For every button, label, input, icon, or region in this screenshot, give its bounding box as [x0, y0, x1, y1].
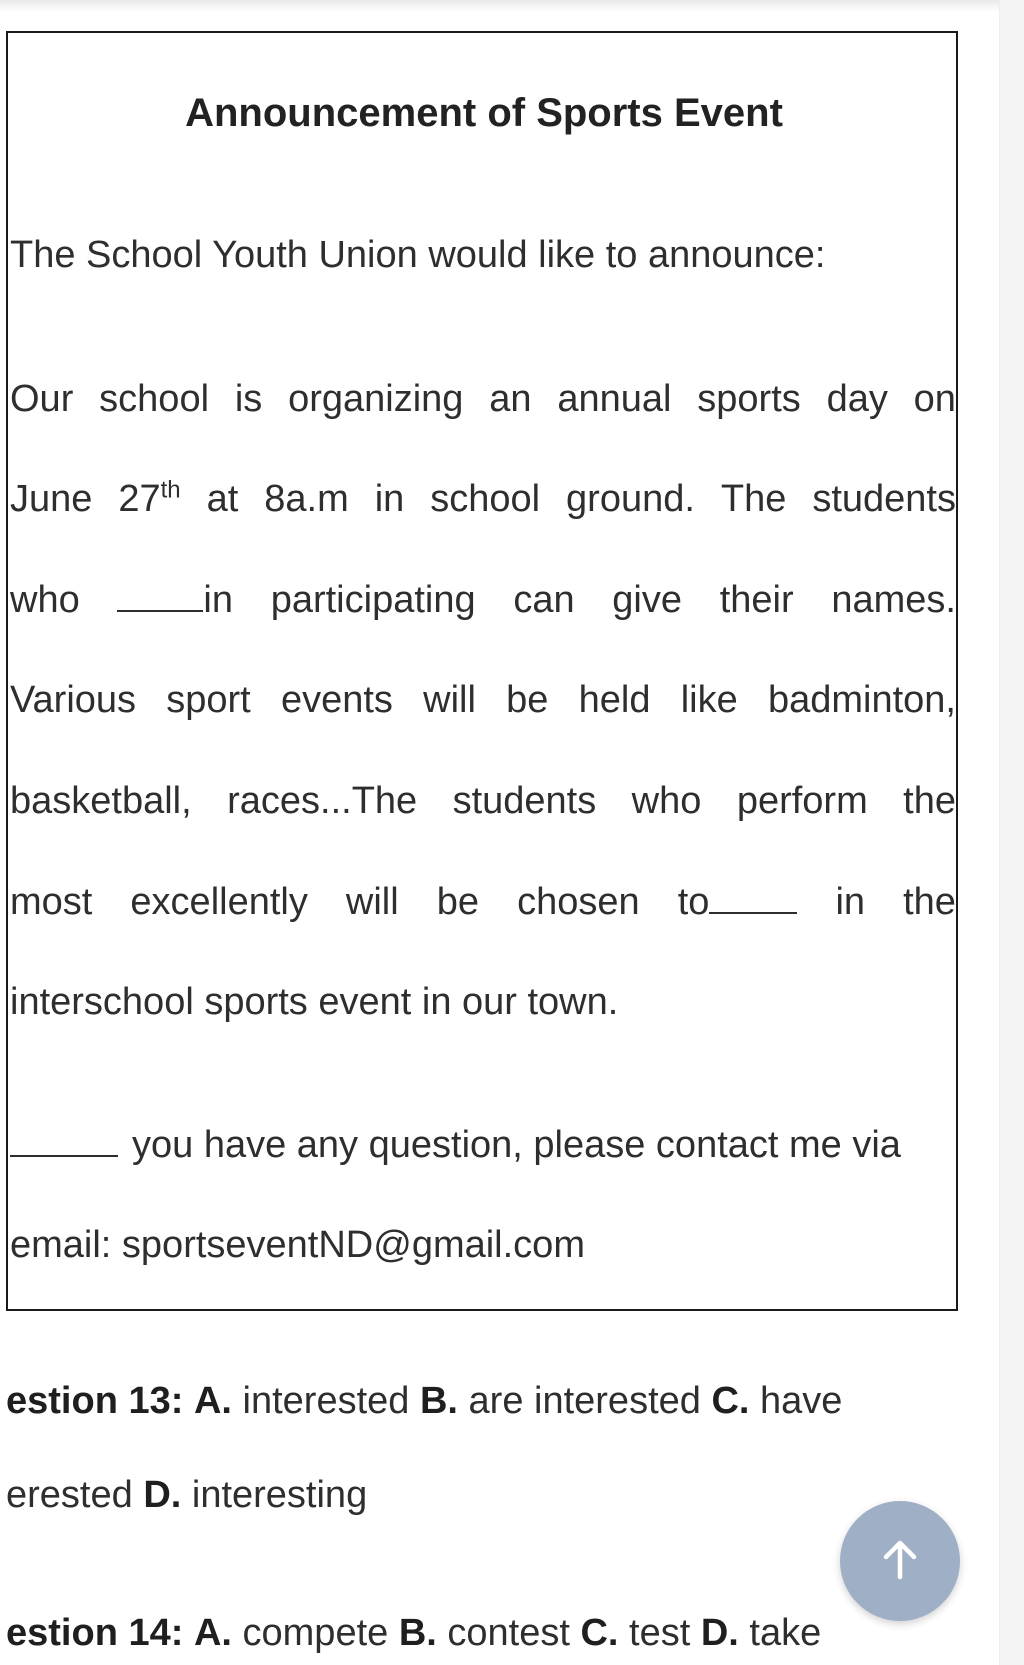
option-letter: D.	[700, 1612, 739, 1654]
word: like	[680, 679, 738, 721]
question-13-line-2	[6, 1474, 367, 1517]
top-shadow	[0, 0, 1000, 12]
arrow-up-icon	[880, 1537, 920, 1586]
option-text: take	[749, 1612, 822, 1654]
option-text: are interested	[468, 1380, 701, 1422]
word: their	[719, 579, 794, 621]
word: give	[612, 579, 683, 621]
question-14-line-1	[6, 1612, 821, 1655]
word: day	[826, 378, 888, 420]
word: chosen	[517, 881, 640, 923]
paragraph-line-7: interschool sports event in our town.	[10, 981, 619, 1023]
word: school	[430, 478, 541, 520]
word: in	[374, 478, 405, 520]
option-letter: C.	[580, 1612, 619, 1654]
word: events	[280, 679, 393, 721]
option-letter: C.	[711, 1380, 750, 1422]
word: the	[903, 780, 956, 822]
word: can	[513, 579, 575, 621]
announcement-intro: The School Youth Union would like to announce:	[10, 234, 826, 276]
word: to	[677, 881, 710, 923]
word: badminton,	[767, 679, 956, 721]
option-text: interesting	[191, 1474, 368, 1516]
contact-text: you have any question, please contact me via	[132, 1124, 901, 1166]
answer-blank-14	[709, 882, 797, 914]
announcement-title: Announcement of Sports Event	[185, 91, 783, 135]
option-letter: D.	[143, 1474, 182, 1516]
email-line: email: sportseventND@gmail.com	[10, 1224, 585, 1266]
word: 8a.m	[264, 478, 349, 520]
word: names.	[831, 579, 956, 621]
day-number: 27	[118, 478, 161, 520]
paragraph-line-3	[10, 577, 956, 623]
paragraph-line-2	[10, 476, 956, 522]
word: annual	[557, 378, 672, 420]
word: sports	[697, 378, 801, 420]
word: races...The	[227, 780, 418, 822]
word-with-blank	[678, 879, 798, 925]
word: the	[903, 881, 956, 923]
option-text: test	[629, 1612, 691, 1654]
word: Our	[10, 378, 74, 420]
option-text: compete	[242, 1612, 389, 1654]
option-letter: B.	[398, 1612, 437, 1654]
word: on	[913, 378, 956, 420]
word: an	[489, 378, 532, 420]
option-letter: A.	[193, 1612, 232, 1654]
word: students	[452, 780, 597, 822]
contact-line	[10, 1122, 956, 1168]
option-text: have	[760, 1380, 843, 1422]
scroll-to-top-button[interactable]	[840, 1501, 960, 1621]
option-text: contest	[447, 1612, 570, 1654]
word: basketball,	[10, 780, 192, 822]
paragraph-line-6	[10, 879, 956, 925]
answer-blank-15	[10, 1125, 118, 1157]
word: school	[99, 378, 210, 420]
word: in	[835, 881, 866, 923]
option-text: interested	[242, 1380, 410, 1422]
word: most	[10, 881, 93, 923]
word: will	[345, 881, 399, 923]
word: is	[234, 378, 263, 420]
word: will	[423, 679, 476, 721]
answer-blank-13	[117, 580, 203, 612]
scrollbar[interactable]	[999, 0, 1024, 1665]
paragraph-line-1	[10, 376, 956, 422]
question-13-line-1	[6, 1380, 842, 1423]
word: held	[578, 679, 651, 721]
question-14-label: estion 14:	[6, 1612, 184, 1654]
word: The	[720, 478, 787, 520]
question-13-label: estion 13:	[6, 1380, 184, 1422]
paragraph-line-5	[10, 778, 956, 824]
ordinal-suffix: th	[160, 476, 181, 504]
word: ground.	[566, 478, 695, 520]
option-letter: A.	[193, 1380, 232, 1422]
word: participating	[270, 579, 476, 621]
word: organizing	[288, 378, 464, 420]
blank-with-word	[117, 577, 233, 623]
word: who	[10, 579, 80, 621]
paragraph-line-4	[10, 677, 956, 723]
announcement-box	[6, 31, 958, 1311]
word: June	[10, 478, 93, 520]
word: Various	[10, 679, 137, 721]
option-text-fragment: erested	[6, 1474, 133, 1516]
word: students	[812, 478, 956, 520]
word: excellently	[130, 881, 308, 923]
word: be	[436, 881, 480, 923]
date-number	[118, 476, 180, 522]
word: at	[206, 478, 239, 520]
option-letter: B.	[419, 1380, 458, 1422]
word: in	[203, 579, 233, 621]
word: sport	[166, 679, 251, 721]
word: be	[506, 679, 549, 721]
word: perform	[736, 780, 868, 822]
word: who	[631, 780, 702, 822]
